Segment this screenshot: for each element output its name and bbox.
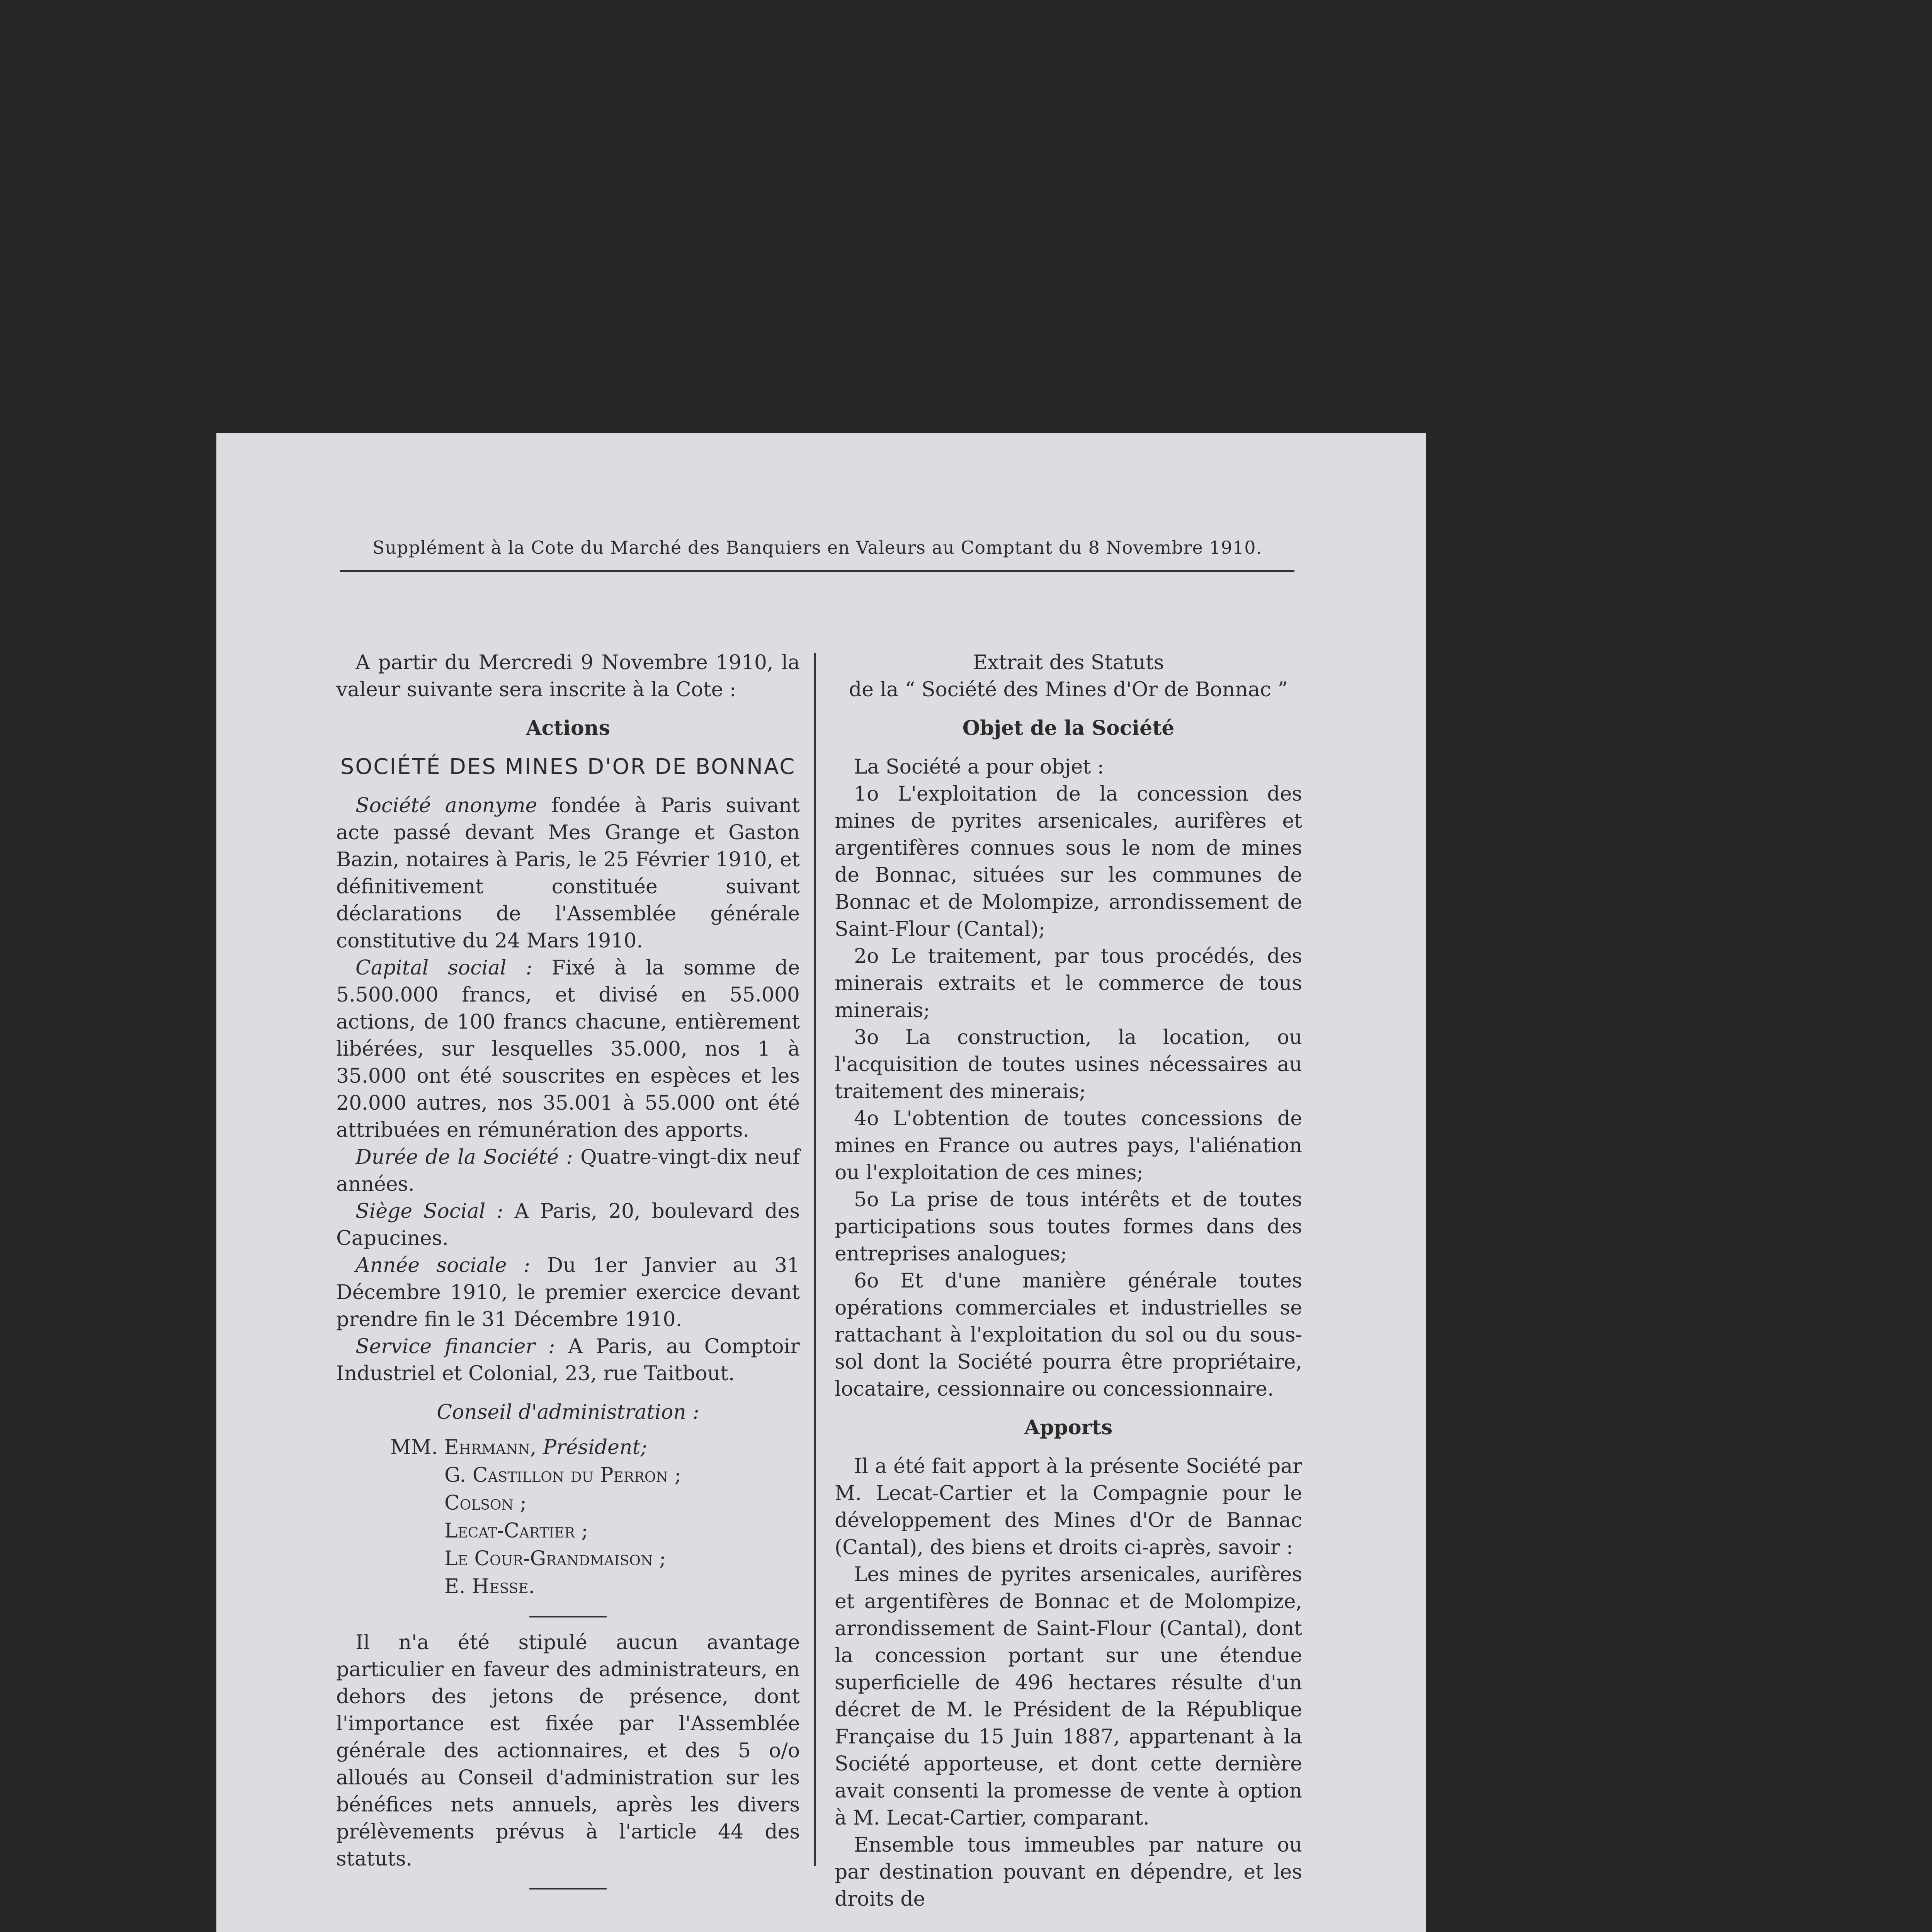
apports-paragraph: Ensemble tous immeubles par nature ou par destination pouvant en dépendre, et les droits de [835,1833,1302,1911]
council-member: G. Castillon du Perron ; [444,1464,682,1487]
council-member: E. Hesse. [444,1575,535,1598]
statutes-subtitle: de la “ Société des Mines d'Or de Bonnac ” [849,678,1288,701]
object-title: Objet de la Société [962,716,1175,740]
council-member: Lecat-Cartier ; [444,1519,588,1543]
apports-title: Apports [1024,1416,1113,1439]
object-item: 4o L'obtention de toutes concessions de mines en France ou autres pays, l'aliénation ou l'exploitation de ces mines; [835,1107,1302,1184]
section-title: Actions [526,716,610,740]
object-item: 5o La prise de tous intérêts et de toutes participations sous toutes formes dans des entreprises analogues; [835,1188,1302,1265]
object-item: 1o L'exploitation de la concession des mines de pyrites arsenicales, aurifères et argentifères connues sous le nom de mines de Bonnac, situées sur les communes de Bonnac et de Molompize, arrondissement de Saint-Flour (Cantal); [835,782,1302,941]
apports-paragraph: Il a été fait apport à la présente Société par M. Lecat-Cartier et la Compagnie pour le développement des Mines d'Or de Bannac (Cantal), des biens et droits ci-après, savoir : [835,1455,1302,1559]
object-item: 2o Le traitement, par tous procédés, des minerais extraits et le commerce de tous minerais; [835,945,1302,1022]
council-title: Conseil d'administration : [437,1401,699,1424]
paragraph-annee-sociale: Année sociale : Du 1er Janvier au 31 Décembre 1910, le premier exercice devant prendre fin le 31 Décembre 1910. [336,1254,800,1331]
council-member: Colson ; [444,1492,527,1515]
closing-paragraph: Il n'a été stipulé aucun avantage particulier en faveur des administrateurs, en dehors des jetons de présence, dont l'importance est fixée par l'Assemblée générale des actionnaires, et des 5 o/o alloués au Conseil d'administration sur les bénéfices nets annuels, après les divers prélèvements prévus à l'article 44 des statuts. [336,1631,800,1871]
left-column [336,649,800,1889]
page-header: Supplément à la Cote du Marché des Banquiers en Valeurs au Comptant du 8 Novembre 1910. [372,537,1262,558]
council-list [336,1434,800,1600]
paragraph-societe-anonyme: Société anonyme fondée à Paris suivant acte passé devant Mes Grange et Gaston Bazin, notaires à Paris, le 25 Février 1910, et définitivement constituée suivant déclarations de l'Assemblée générale constitutive du 24 Mars 1910. [336,794,800,952]
header-rule [340,570,1294,572]
paragraph-service-financier: Service financier : A Paris, au Comptoir Industriel et Colonial, 23, rue Taitbout. [336,1335,800,1385]
statutes-title: Extrait des Statuts [973,651,1164,674]
object-intro: La Société a pour objet : [854,755,1104,779]
apports-paragraph: Les mines de pyrites arsenicales, aurifères et argentifères de Bonnac et de Molompize, arrondissement de Saint-Flour (Cantal), dont la concession portant sur une étendue superficielle de 496 hectares résulte d'un décret de M. le Président de la République Française du 15 Juin 1887, appartenant à la Société apporteuse, et dont cette dernière avait consenti la promesse de vente à option à M. Lecat-Cartier, comparant. [835,1563,1302,1830]
intro-paragraph: A partir du Mercredi 9 Novembre 1910, la valeur suivante sera inscrite à la Cote : [336,651,800,701]
object-item: 3o La construction, la location, ou l'acquisition de toutes usines nécessaires au traitement des minerais; [835,1026,1302,1103]
paragraph-siege-social: Siège Social : A Paris, 20, boulevard des Capucines. [336,1200,800,1250]
right-column [835,649,1302,1913]
council-first-member: MM. Ehrmann, Président; [390,1436,647,1459]
object-item: 6o Et d'une manière générale toutes opérations commerciales et industrielles se rattachant à l'exploitation du sol ou du sous-sol dont la Société pourra être propriétaire, locataire, cessionnaire ou concessionnaire. [835,1269,1302,1401]
company-name: SOCIÉTÉ DES MINES D'OR DE BONNAC [340,754,796,779]
paragraph-capital-social: Capital social : Fixé à la somme de 5.500.000 francs, et divisé en 55.000 actions, de 100 francs chacune, entièrement libérées, sur lesquelles 35.000, nos 1 à 35.000 ont été souscrites en espèces et les 20.000 autres, nos 35.001 à 55.000 ont été attribuées en rémunération des apports. [336,956,800,1142]
column-divider [814,653,816,1866]
document-page [216,433,1426,1932]
council-member: Le Cour-Grandmaison ; [444,1547,666,1570]
paragraph-duree: Durée de la Société : Quatre-vingt-dix neuf années. [336,1146,800,1196]
end-rule [529,1888,607,1889]
